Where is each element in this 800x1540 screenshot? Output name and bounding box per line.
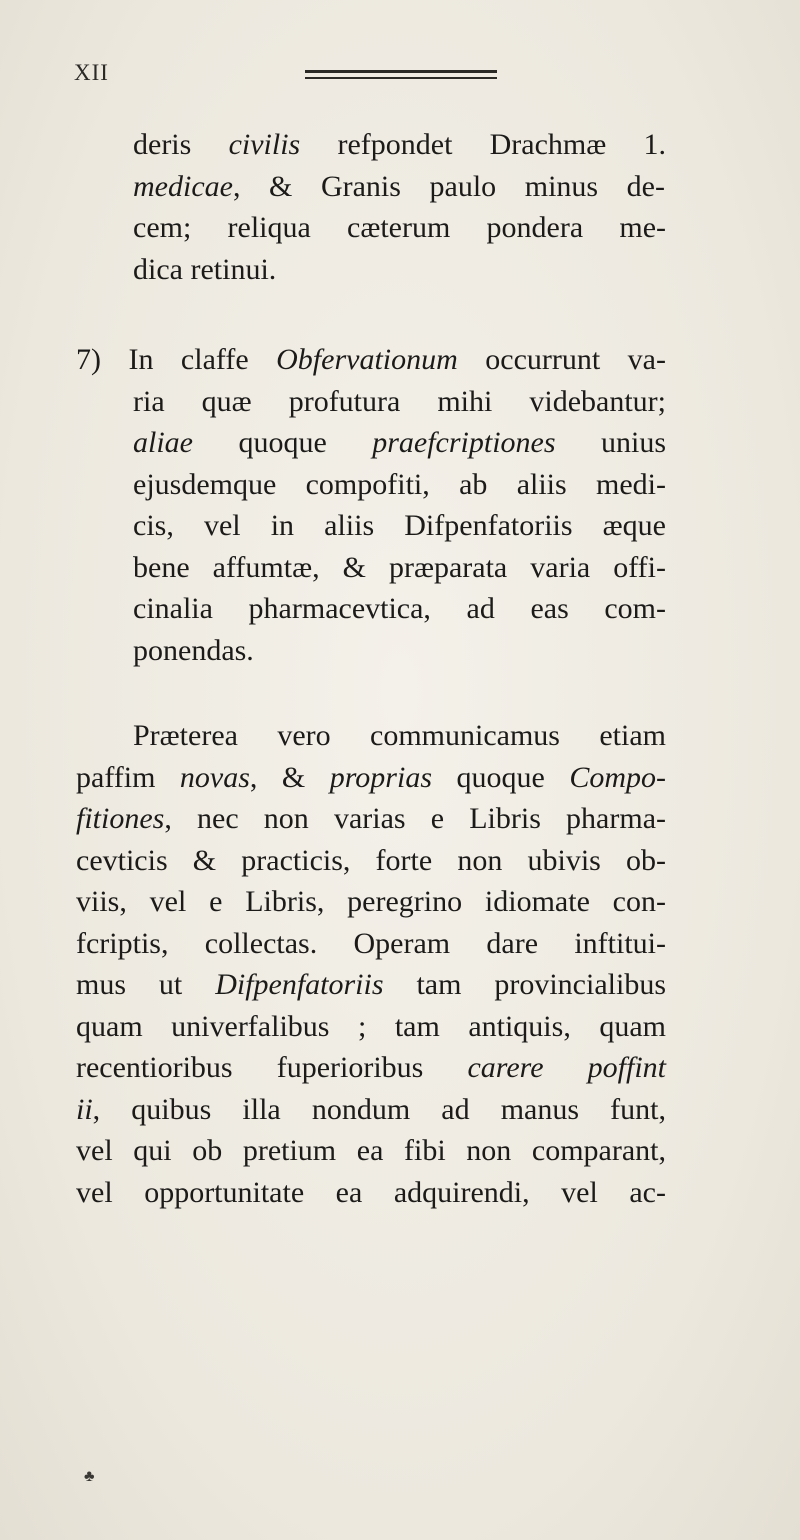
text-line <box>133 382 666 422</box>
text-line <box>133 506 666 546</box>
italic-text: medicae <box>133 169 233 203</box>
text-line <box>76 924 666 964</box>
page-number: XII <box>74 60 109 85</box>
text-run: quoque <box>193 426 373 459</box>
text-run: deris <box>133 128 229 161</box>
text-run: cinalia pharmacevtica, ad eas com- <box>133 592 666 625</box>
text-run: bene affumtæ, & præparata varia offi- <box>133 550 666 584</box>
text-line <box>133 465 666 505</box>
signature-mark: ♣ <box>84 1468 95 1485</box>
text-run: Præterea vero communicamus etiam <box>133 719 666 752</box>
text-run: 7) In claffe <box>76 343 277 376</box>
text-run: tam provincialibus <box>383 968 666 1001</box>
text-run: vel qui ob pretium ea fibi non comparant, <box>76 1134 666 1167</box>
text-run: ria quæ profutura mihi videbantur; <box>133 384 666 418</box>
text-run: vel opportunitate ea adquirendi, vel ac- <box>76 1175 666 1209</box>
text-run: cem; reliqua cæterum pondera me- <box>133 211 666 244</box>
text-line <box>76 1173 666 1213</box>
text-run: cis, vel in aliis Difpenfatoriis æque <box>133 509 666 542</box>
italic-text: Obfervationum <box>276 343 458 376</box>
text-run: dica retinui. <box>133 252 277 286</box>
italic-text: civilis <box>228 128 301 161</box>
text-line <box>133 631 254 671</box>
italic-text: praefcriptiones <box>372 426 556 459</box>
text-line <box>133 548 666 588</box>
text-run: viis, vel e Libris, peregrino idiomate con- <box>76 885 666 918</box>
text-line <box>133 589 666 629</box>
text-line <box>76 1131 666 1171</box>
text-line <box>76 965 666 1005</box>
text-run: , nec non varias e Libris pharma- <box>164 802 666 835</box>
text-line <box>133 423 666 463</box>
text-line <box>76 1048 666 1088</box>
italic-text: Compo- <box>569 760 666 794</box>
text-run: recentioribus fuperioribus <box>76 1051 468 1084</box>
header-rule <box>305 70 497 79</box>
italic-text: fitiones <box>76 802 165 835</box>
italic-text: Difpenfatoriis <box>215 968 384 1001</box>
text-run: , & Granis paulo minus de- <box>232 169 665 203</box>
italic-text: carere poffint <box>467 1051 666 1084</box>
text-line <box>76 841 666 881</box>
text-run: unius <box>555 426 666 459</box>
text-line <box>76 1007 666 1047</box>
text-run: occurrunt va- <box>457 343 666 376</box>
text-run: cevticis & practicis, forte non ubivis ob- <box>76 843 666 877</box>
text-run: ponendas. <box>133 633 254 667</box>
text-run: mus ut <box>76 968 216 1001</box>
text-run: ejusdemque compofiti, ab aliis medi- <box>133 467 666 501</box>
text-run: refpondet Drachmæ 1. <box>300 128 666 161</box>
text-line <box>76 340 666 380</box>
text-line <box>76 758 666 798</box>
text-line <box>76 882 666 922</box>
text-run: quoque <box>432 760 570 794</box>
text-line <box>76 799 666 839</box>
text-run: , quibus illa nondum ad manus funt, <box>92 1092 666 1126</box>
text-run: quam univerfalibus ; tam antiquis, quam <box>76 1009 666 1043</box>
text-run: , & <box>249 760 330 794</box>
text-line <box>133 716 666 756</box>
italic-text: ii <box>76 1092 93 1126</box>
text-line <box>133 125 666 165</box>
text-line <box>76 1090 666 1130</box>
text-run: paffim <box>76 760 180 794</box>
text-line <box>133 167 665 207</box>
italic-text: novas <box>179 760 250 794</box>
italic-text: aliae <box>133 426 193 459</box>
text-run: fcriptis, collectas. Operam dare inftitui- <box>76 926 666 960</box>
text-line <box>133 250 276 290</box>
text-line <box>133 208 666 248</box>
italic-text: proprias <box>329 760 432 794</box>
